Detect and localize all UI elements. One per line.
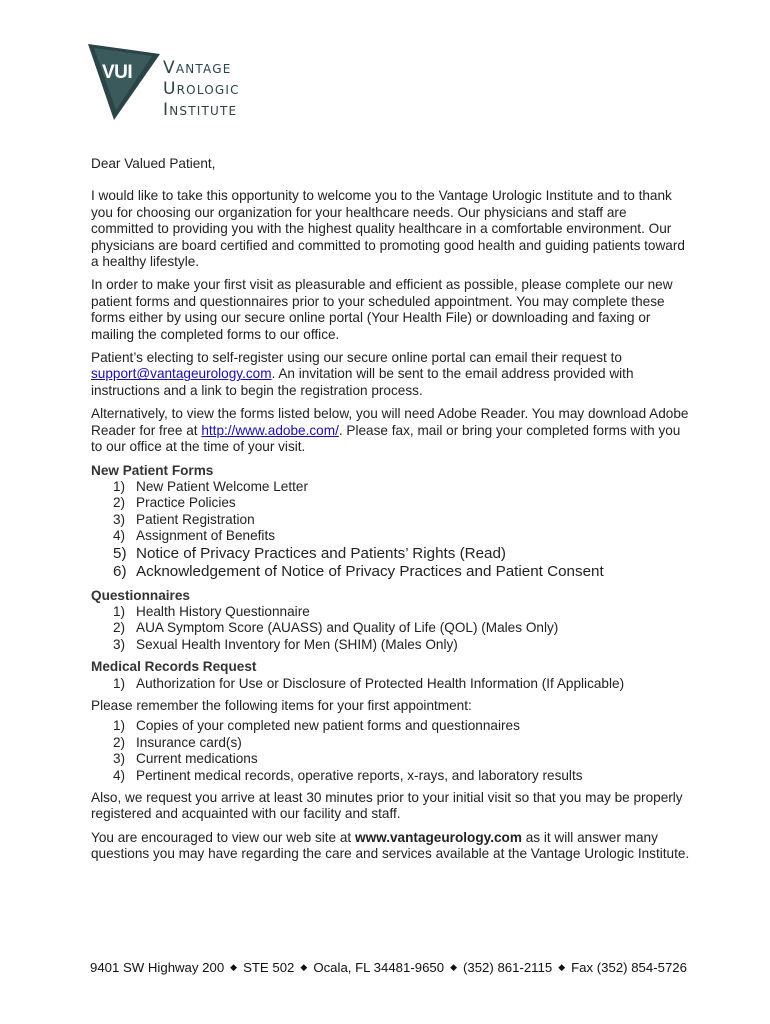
list-item: 1) Authorization for Use or Disclosure of Protected Health Information (If Applicable) (113, 675, 625, 691)
list-item: 6) Acknowledgement of Notice of Privacy Practices and Patient Consent (113, 563, 604, 581)
footer-suite: STE 502 (243, 960, 295, 975)
remember-items-list (91, 718, 691, 784)
website-text-after: as it will answer many questions you may have regarding the care and services available at the Vantage Urologic Institute. (91, 829, 690, 862)
first-visit-paragraph: In order to make your first visit as pleasurable and efficient as possible, please complete our new patient forms and questionnaires prior to your scheduled appointment. You may complete these forms either by using our secure online portal (Your Health File) or downloading and faxing or mailing the completed forms to our office. (91, 277, 673, 342)
adobe-link[interactable]: http://www.adobe.com/ (201, 422, 339, 438)
portal-paragraph (91, 350, 691, 399)
footer-phone: (352) 861-2115 (463, 960, 553, 975)
website-url: www.vantageurology.com (355, 829, 522, 845)
list-item: 4) Assignment of Benefits (113, 528, 276, 544)
new-patient-forms-list (91, 479, 691, 582)
adobe-paragraph (91, 406, 691, 455)
footer-city: Ocala, FL 34481-9650 (313, 960, 445, 975)
diamond-separator-icon: ◆ (558, 962, 566, 972)
arrive-early-paragraph: Also, we request you arrive at least 30 minutes prior to your initial visit so that you may be properly registered and acquainted with our facility and staff. (91, 790, 683, 822)
logo-name-line-1: Vantage (163, 58, 232, 78)
logo-name-line-3: Institute (163, 100, 238, 120)
list-item: 3) Sexual Health Inventory for Men (SHIM) (Males Only) (113, 636, 458, 652)
list-item: 2) Insurance card(s) (113, 734, 242, 750)
questionnaires-list (91, 604, 691, 653)
portal-text-before: Patient’s electing to self-register using our secure online portal can email their request to (91, 350, 622, 366)
list-item: 4) Pertinent medical records, operative reports, x-rays, and laboratory results (113, 767, 583, 783)
list-item: 3) Current medications (113, 751, 258, 767)
medical-records-heading: Medical Records Request (91, 659, 257, 675)
list-item: 5) Notice of Privacy Practices and Patients’ Rights (Read) (113, 544, 506, 562)
remember-intro: Please remember the following items for your first appointment: (91, 697, 472, 713)
letter-body (91, 156, 691, 870)
list-item: 1) Copies of your completed new patient forms and questionnaires (113, 718, 520, 734)
questionnaires-heading: Questionnaires (91, 587, 190, 603)
institute-logo (88, 44, 278, 124)
footer-street: 9401 SW Highway 200 (90, 960, 225, 975)
diamond-separator-icon: ◆ (300, 962, 308, 972)
list-item: 1) New Patient Welcome Letter (113, 478, 309, 494)
support-email-link[interactable]: support@vantageurology.com (91, 366, 272, 382)
intro-paragraph: I would like to take this opportunity to welcome you to the Vantage Urologic Institute and to thank you for choosing our organization for your healthcare needs. Our physicians and staff are committed to providing you with the highest quality healthcare in a comfortable environment. Our physicians are board certified and committed to promoting good health and guiding patients toward a healthy lifestyle. (91, 188, 685, 270)
new-patient-forms-heading: New Patient Forms (91, 462, 214, 478)
logo-name (163, 58, 240, 121)
list-item: 2) AUA Symptom Score (AUASS) and Quality of Life (QOL) (Males Only) (113, 620, 559, 636)
adobe-text-after: . Please fax, mail or bring your completed forms with you to our office at the time of your visit. (91, 422, 681, 455)
medical-records-list (91, 676, 691, 692)
website-text-before: You are encouraged to view our web site at (91, 829, 355, 845)
logo-shield-icon (88, 44, 168, 124)
list-item: 2) Practice Policies (113, 495, 236, 511)
footer-address (90, 960, 690, 975)
list-item: 1) Health History Questionnaire (113, 603, 310, 619)
footer-fax: Fax (352) 854-5726 (571, 960, 687, 975)
logo-mark: VUI (102, 62, 133, 83)
list-item: 3) Patient Registration (113, 511, 255, 527)
diamond-separator-icon: ◆ (450, 962, 457, 972)
logo-name-line-2: Urologic (163, 79, 240, 99)
adobe-text-before: Alternatively, to view the forms listed below, you will need Adobe Reader. You may download Adobe Reader for free at (91, 406, 689, 438)
portal-text-after: . An invitation will be sent to the email address provided with instructions and a link to begin the registration process. (91, 366, 634, 398)
diamond-separator-icon: ◆ (230, 962, 238, 972)
website-paragraph (91, 830, 691, 863)
greeting: Dear Valued Patient, (91, 156, 216, 171)
